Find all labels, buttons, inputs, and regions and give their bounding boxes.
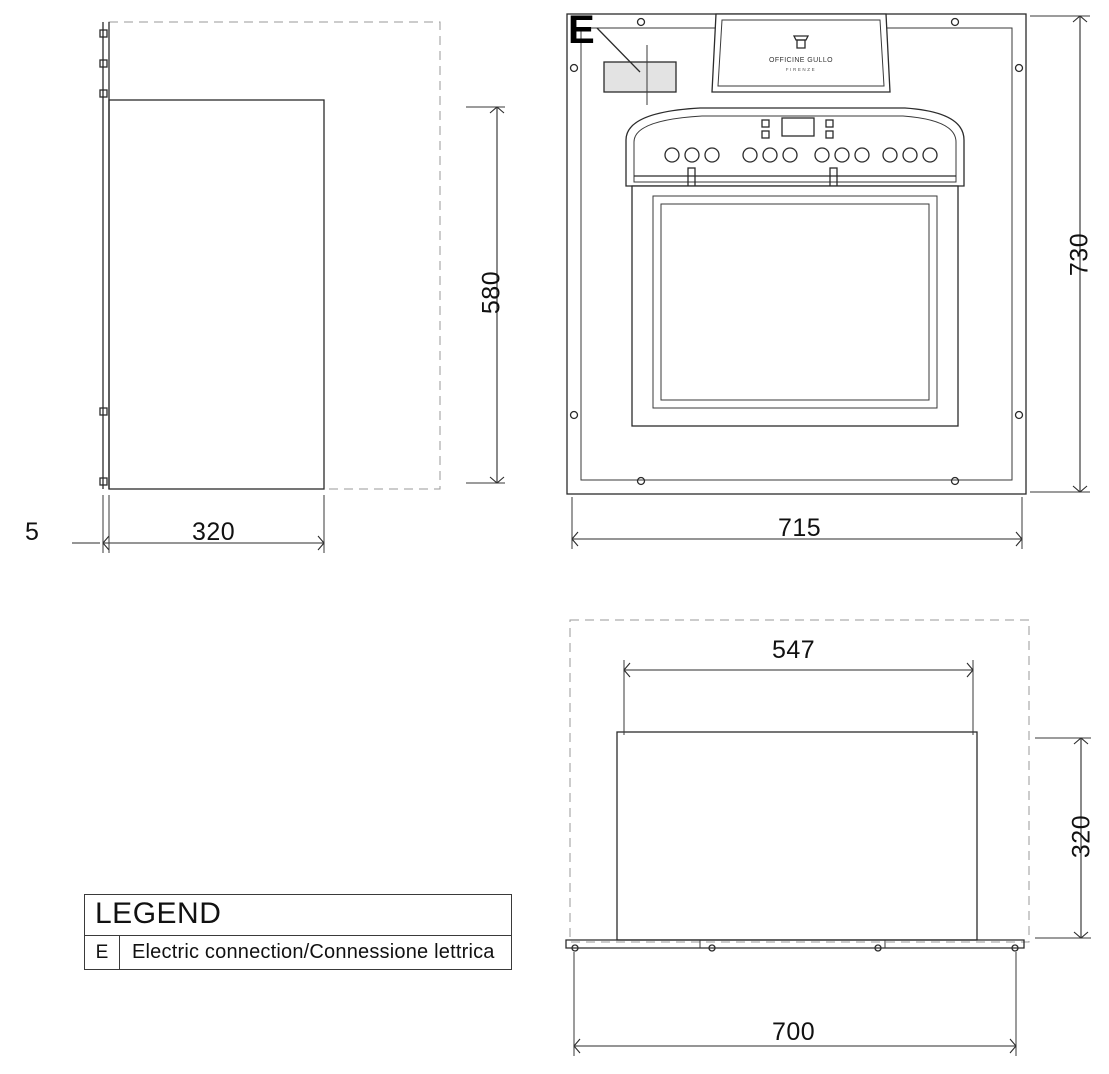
legend-box bbox=[84, 894, 512, 970]
dim-label-580: 580 bbox=[477, 270, 506, 315]
callout-e-label: E bbox=[568, 8, 595, 52]
side-view-geometry bbox=[100, 22, 440, 489]
front-view-geometry bbox=[567, 14, 1026, 494]
svg-text:FIRENZE: FIRENZE bbox=[785, 67, 817, 72]
dim-label-320-top: 320 bbox=[1067, 814, 1096, 859]
dim-label-547: 547 bbox=[772, 636, 816, 664]
svg-text:OFFICINE GULLO: OFFICINE GULLO bbox=[769, 57, 833, 64]
dim-label-730: 730 bbox=[1065, 232, 1094, 277]
dim-label-700: 700 bbox=[772, 1018, 816, 1046]
dim-label-320-side: 320 bbox=[192, 518, 236, 546]
dim-547 bbox=[624, 660, 973, 735]
dim-label-5: 5 bbox=[25, 518, 40, 546]
legend-key: E bbox=[85, 936, 120, 969]
legend-description: Electric connection/Connessione lettrica bbox=[132, 941, 495, 963]
dim-label-715: 715 bbox=[778, 514, 822, 542]
legend-row bbox=[85, 936, 511, 969]
legend-title: LEGEND bbox=[85, 895, 511, 936]
